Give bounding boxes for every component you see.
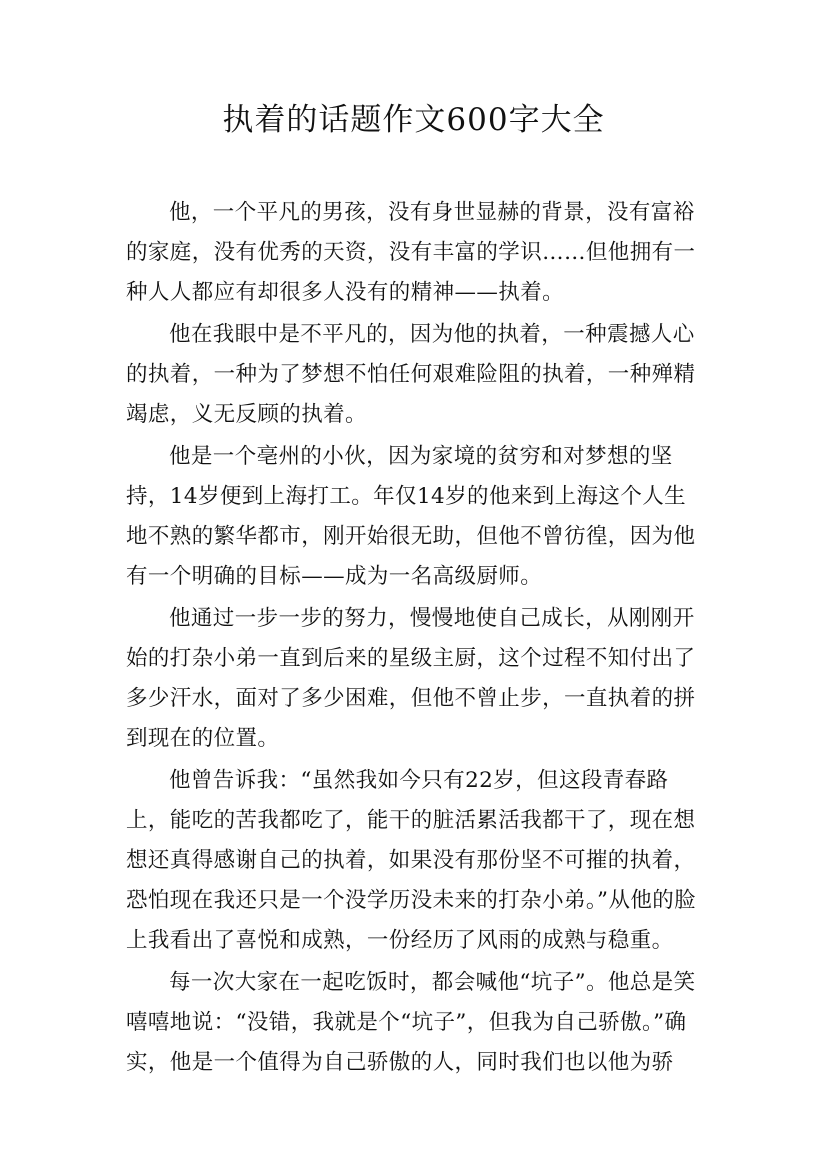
paragraph-3: 他是一个亳州的小伙，因为家境的贫穷和对梦想的坚持，14岁便到上海打工。年仅14岁的他来到上海这个人生地不熟的繁华都市，刚开始很无助，但他不曾彷徨，因为他有一个明确的目标——成为一名高级厨师。 [126, 444, 696, 589]
paragraph-5: 他曾告诉我：“虽然我如今只有22岁，但这段青春路上，能吃的苦我都吃了，能干的脏活累活我都干了，现在想想还真得感谢自己的执着，如果没有那份坚不可摧的执着，恐怕现在我还只是一个没学历没未来的打杂小弟。”从他的脸上我看出了喜悦和成熟，一份经历了风雨的成熟与稳重。 [126, 768, 697, 953]
paragraph-6: 每一次大家在一起吃饭时，都会喊他“坑子”。他总是笑嘻嘻地说：“没错，我就是个“坑子”，但我为自己骄傲。”确实，他是一个值得为自己骄傲的人，同时我们也以他为骄 [126, 970, 696, 1075]
document-body [126, 193, 704, 1085]
paragraph-4: 他通过一步一步的努力，慢慢地使自己成长，从刚刚开始的打杂小弟一直到后来的星级主厨，这个过程不知付出了多少汗水，面对了多少困难，但他不曾止步，一直执着的拼到现在的位置。 [126, 606, 696, 751]
document-title: 执着的话题作文600字大全 [222, 102, 605, 138]
paragraph-1: 他，一个平凡的男孩，没有身世显赫的背景，没有富裕的家庭，没有优秀的天资，没有丰富的学识……但他拥有一种人人都应有却很多人没有的精神——执着。 [126, 200, 696, 305]
paragraph-2: 他在我眼中是不平凡的，因为他的执着，一种震撼人心的执着，一种为了梦想不怕任何艰难险阻的执着，一种殚精竭虑，义无反顾的执着。 [126, 322, 696, 427]
